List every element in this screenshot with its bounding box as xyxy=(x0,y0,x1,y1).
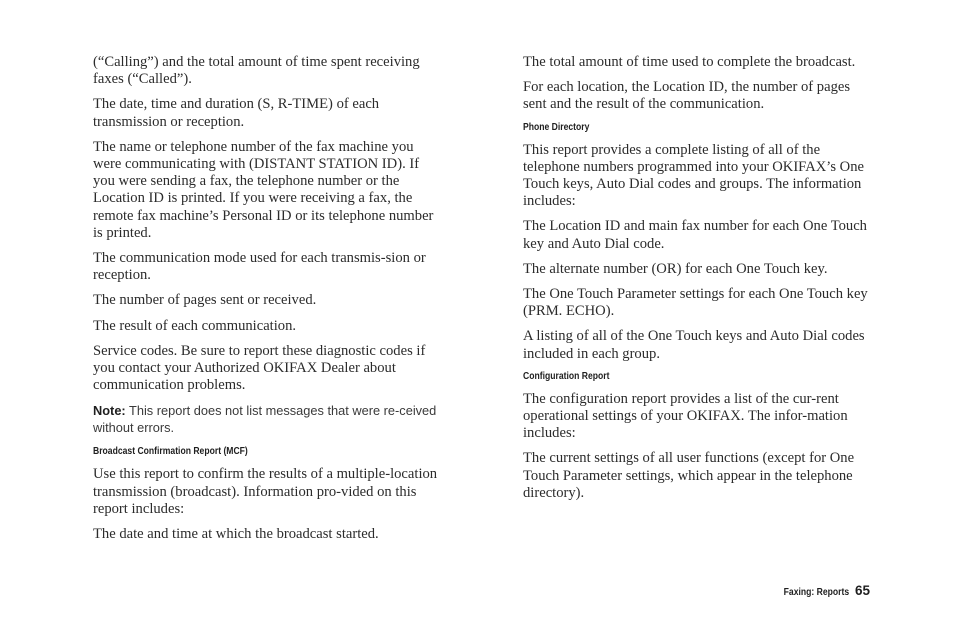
paragraph-current-settings: The current settings of all user functions (except for One Touch Parameter settings, which appear in the telephone directory). xyxy=(523,450,855,501)
left-column xyxy=(93,54,439,551)
paragraph-phone-directory-intro: This report provides a complete listing of all of the telephone numbers programmed into your OKIFAX’s One Touch keys, Auto Dial codes and groups. The information includes: xyxy=(523,141,864,210)
paragraph-date-time-duration: The date, time and duration (S, R-TIME) of each transmission or reception. xyxy=(93,96,380,130)
page-number: 65 xyxy=(854,583,870,598)
paragraph-broadcast-total-time: The total amount of time used to complete the broadcast. xyxy=(523,54,856,70)
paragraph-service-codes: Service codes. Be sure to report these diagnostic codes if you contact your Authorized OKIFAX Dealer about communication problems. xyxy=(93,342,426,394)
heading-configuration-report: Configuration Report xyxy=(523,370,610,382)
paragraph-configuration-intro: The configuration report provides a list of the cur-rent operational settings of your OKIFAX. The infor-mation includes: xyxy=(523,390,848,442)
paragraph-pages: The number of pages sent or received. xyxy=(93,292,317,309)
paragraph-alternate-number: The alternate number (OR) for each One Touch key. xyxy=(523,260,828,277)
note xyxy=(93,402,439,436)
paragraph-result: The result of each communication. xyxy=(93,317,297,334)
paragraph-group-listing: A listing of all of the One Touch keys and Auto Dial codes included in each group. xyxy=(523,328,865,362)
paragraph-distant-station: The name or telephone number of the fax machine you were communicating with (DISTANT STATION ID). If you were sending a fax, the telephone number or the Location ID is printed. If you were receiving a fax, the remote fax machine’s Personal ID or its telephone number is printed. xyxy=(93,138,434,241)
paragraph-broadcast-start: The date and time at which the broadcast started. xyxy=(93,526,379,543)
paragraph-broadcast-intro: Use this report to confirm the results of a multiple-location transmission (broadcast). Information pro-vided on this report includes: xyxy=(93,466,438,517)
paragraph-calling-called: (“Calling”) and the total amount of time spent receiving faxes (“Called”). xyxy=(93,54,420,88)
note-text: This report does not list messages that were re-ceived without errors. xyxy=(93,403,437,436)
paragraph-one-touch-parameter: The One Touch Parameter settings for each One Touch key (PRM. ECHO). xyxy=(523,286,868,320)
heading-phone-directory: Phone Directory xyxy=(523,121,590,133)
paragraph-location-results: For each location, the Location ID, the number of pages sent and the result of the communication. xyxy=(523,79,851,113)
page-footer xyxy=(773,582,870,600)
footer-section-label: Faxing: Reports xyxy=(783,587,849,598)
paragraph-location-id: The Location ID and main fax number for each One Touch key and Auto Dial code. xyxy=(523,218,867,252)
paragraph-communication-mode: The communication mode used for each transmis-sion or reception. xyxy=(93,250,426,284)
heading-broadcast-confirmation: Broadcast Confirmation Report (MCF) xyxy=(93,446,248,458)
right-column xyxy=(523,54,869,510)
note-label: Note: xyxy=(93,403,126,419)
